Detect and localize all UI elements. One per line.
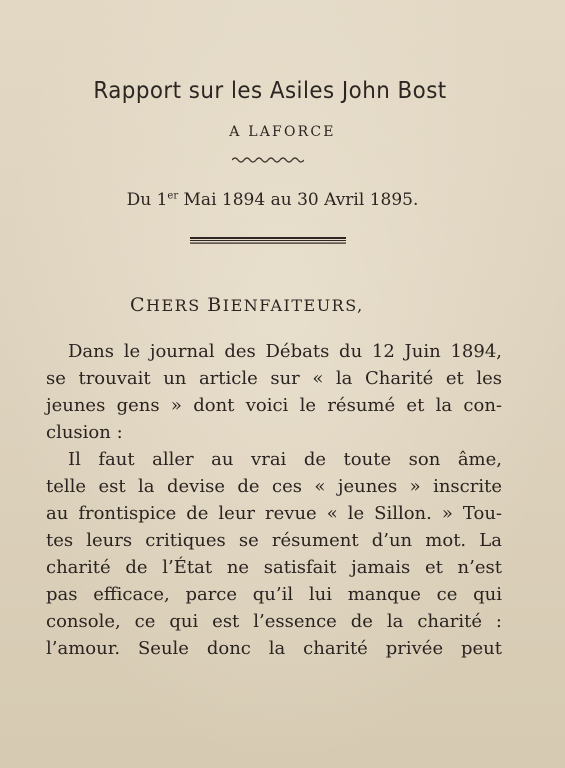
report-title: Rapport sur les Asiles John Bost bbox=[93, 78, 447, 104]
text-line: pas efficace, parce qu’il lui manque ce qui bbox=[46, 584, 502, 605]
text-line: tes leurs critiques se résument d’un mot. La bbox=[46, 530, 502, 551]
text-line: Dans le journal des Débats du 12 Juin 1894, bbox=[68, 341, 502, 362]
text-line: telle est la devise de ces « jeunes » inscrite bbox=[46, 476, 502, 497]
text-line: charité de l’État ne satisfait jamais et n’est bbox=[46, 557, 502, 578]
salutation-initial-2: B bbox=[207, 294, 223, 316]
body-text bbox=[46, 338, 502, 662]
ornament-squiggle bbox=[232, 156, 304, 164]
salutation-word-1: HERS bbox=[146, 296, 208, 315]
salutation-initial-1: C bbox=[130, 294, 147, 316]
ornament-rule bbox=[190, 236, 346, 245]
text-line: Il faut aller au vrai de toute son âme, bbox=[68, 449, 502, 470]
text-line: console, ce qui est l’essence de la charité : bbox=[46, 611, 502, 632]
text-line: clusion : bbox=[46, 422, 123, 443]
report-period bbox=[0, 190, 545, 210]
text-line: se trouvait un article sur « la Charité et les bbox=[46, 368, 502, 389]
text-line: l’amour. Seule donc la charité privée peut bbox=[46, 638, 502, 659]
salutation bbox=[130, 294, 364, 316]
salutation-word-2: IENFAITEURS, bbox=[222, 296, 364, 315]
text-line: jeunes gens » dont voici le résumé et la con- bbox=[46, 395, 502, 416]
period-superscript: er bbox=[167, 190, 179, 202]
period-prefix: Du 1 bbox=[126, 190, 168, 210]
text-line: au frontispice de leur revue « le Sillon. » Tou- bbox=[46, 503, 502, 524]
period-rest: Mai 1894 au 30 Avril 1895. bbox=[178, 190, 419, 210]
report-location: A LAFORCE bbox=[229, 124, 336, 140]
